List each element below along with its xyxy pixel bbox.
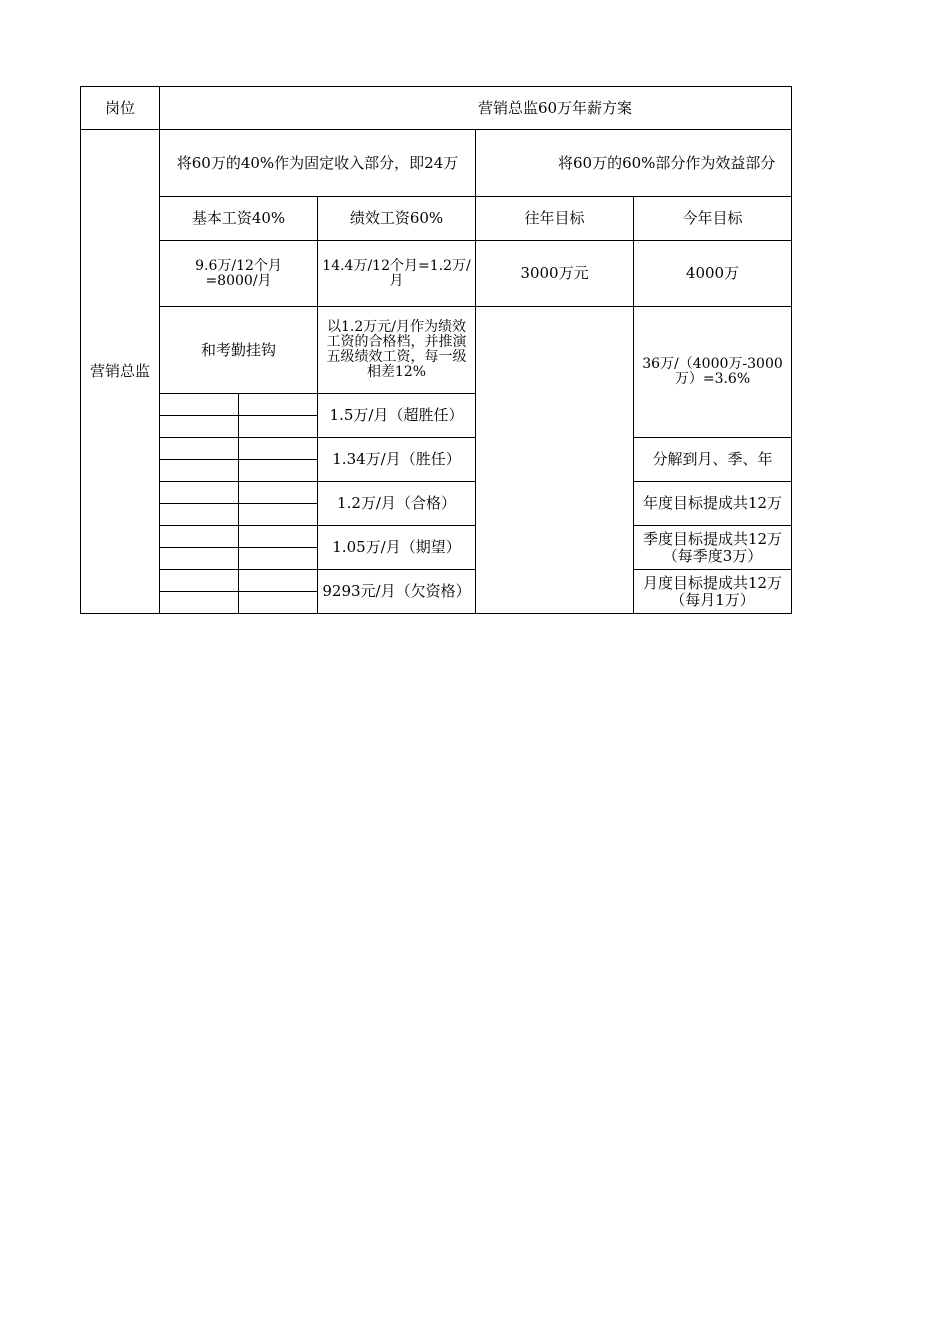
target-breakdown: 分解到月、季、年 xyxy=(652,450,773,468)
grid-line xyxy=(238,393,239,614)
position-header: 岗位 xyxy=(104,98,135,117)
level-expected: 1.05万/月（期望） xyxy=(332,538,461,556)
past-target-label: 往年目标 xyxy=(524,209,585,227)
level-competent: 1.34万/月（胜任） xyxy=(332,450,461,468)
grid-line xyxy=(80,613,792,614)
commission-rate: 36万/（4000万-3000万）=3.6% xyxy=(642,356,783,387)
fixed-income-heading: 将60万的40%作为固定收入部分，即24万 xyxy=(176,153,459,172)
attendance-link: 和考勤挂钩 xyxy=(200,340,276,359)
past-target-value: 3000万元 xyxy=(520,264,589,282)
performance-salary-label: 绩效工资60% xyxy=(349,209,444,227)
current-target-label: 今年目标 xyxy=(682,209,743,227)
benefit-heading: 将60万的60%部分作为效益部分 xyxy=(558,153,776,172)
sheet-title: 营销总监60万年薪方案 xyxy=(477,98,633,117)
level-qualified: 1.2万/月（合格） xyxy=(337,494,456,512)
basic-salary-label: 基本工资40% xyxy=(191,209,286,227)
performance-note: 以1.2万元/月作为绩效工资的合格档，并推演五级绩效工资，每一级相差12% xyxy=(326,319,467,380)
annual-commission: 年度目标提成共12万 xyxy=(642,494,783,512)
level-exceeds: 1.5万/月（超胜任） xyxy=(329,406,464,424)
performance-salary-value: 14.4万/12个月=1.2万/月 xyxy=(322,257,471,289)
row-label-marketing-director: 营销总监 xyxy=(89,362,150,380)
basic-salary-value: 9.6万/12个月=8000/月 xyxy=(195,257,282,289)
quarterly-commission: 季度目标提成共12万（每季度3万） xyxy=(642,529,783,565)
current-target-value: 4000万 xyxy=(685,264,740,282)
level-unqualified: 9293元/月（欠资格） xyxy=(322,582,471,600)
monthly-commission: 月度目标提成共12万（每月1万） xyxy=(642,573,783,609)
